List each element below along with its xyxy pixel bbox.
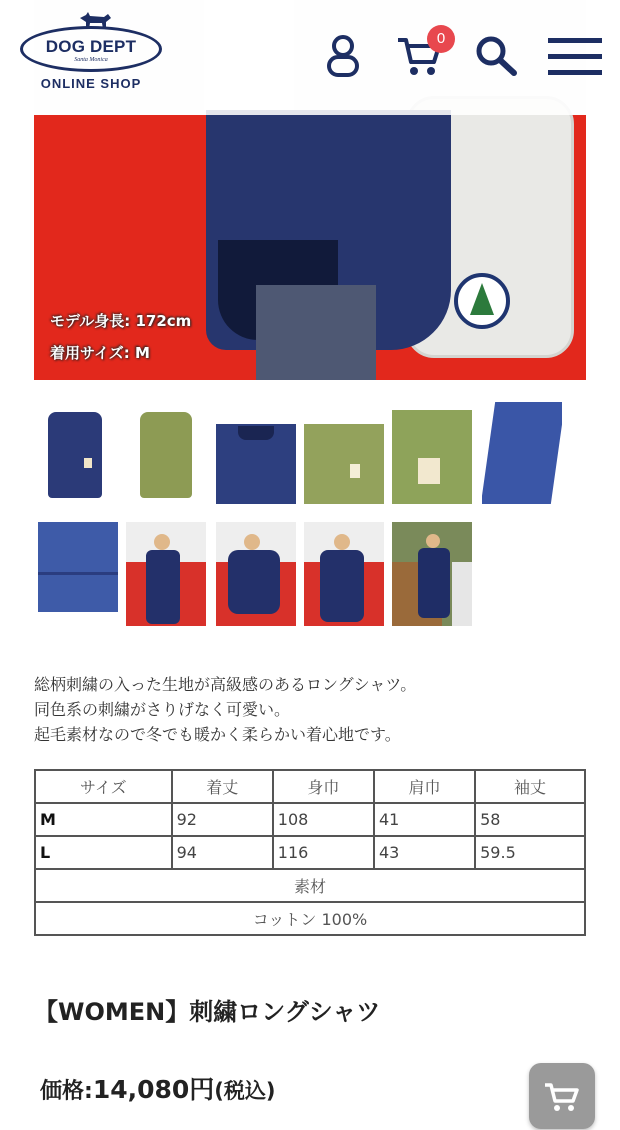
tree-emblem-icon (454, 273, 510, 329)
table-cell: 58 (475, 803, 585, 836)
brand-logo[interactable] (20, 12, 165, 94)
thumbnail[interactable] (304, 522, 384, 626)
table-cell: 41 (374, 803, 475, 836)
table-row (35, 836, 585, 869)
table-cell: 59.5 (475, 836, 585, 869)
logo-brand-name: DOG DEPT (45, 37, 137, 56)
menu-icon[interactable] (548, 36, 602, 78)
thumbnail[interactable] (38, 522, 118, 612)
table-row (35, 803, 585, 836)
thumbnail[interactable] (124, 398, 204, 502)
cart-count-badge: 0 (427, 25, 455, 53)
table-cell: 108 (273, 803, 374, 836)
thumbnail[interactable] (392, 410, 472, 504)
size-table-header-row (35, 770, 585, 803)
table-cell: 92 (172, 803, 273, 836)
thumbnail[interactable] (216, 522, 296, 626)
table-cell: 43 (374, 836, 475, 869)
column-header: 着丈 (172, 770, 273, 803)
product-price (40, 1070, 276, 1106)
thumbnail[interactable] (126, 522, 206, 626)
price-label: 価格: (40, 1079, 93, 1104)
user-icon[interactable] (326, 34, 360, 78)
description-line: 総柄刺繍の入った生地が高級感のあるロングシャツ。 (34, 675, 417, 694)
description-line: 起毛素材なので冬でも暖かく柔らかい着心地です。 (34, 725, 401, 744)
size-table (34, 769, 586, 936)
product-title: 【WOMEN】刺繍ロングシャツ (34, 998, 381, 1026)
logo-subtitle: Santa Monica (74, 57, 108, 63)
description-line: 同色系の刺繍がさりげなく可愛い。 (34, 700, 291, 719)
size-cell: M (35, 803, 172, 836)
table-cell: 116 (273, 836, 374, 869)
column-header: 身巾 (273, 770, 374, 803)
column-header: 袖丈 (475, 770, 585, 803)
thumbnail[interactable] (482, 402, 562, 504)
thumbnail[interactable] (34, 398, 114, 502)
material-label-row (35, 869, 585, 902)
floating-cart-button[interactable] (529, 1063, 595, 1129)
column-header: サイズ (35, 770, 172, 803)
site-header (0, 0, 620, 115)
price-tax-note: (税込) (214, 1079, 276, 1103)
product-description (34, 672, 594, 747)
model-height-caption: モデル身長: 172cm (50, 312, 192, 330)
price-value: 14,080円 (92, 1075, 215, 1104)
table-cell: 94 (172, 836, 273, 869)
material-label: 素材 (35, 869, 585, 902)
material-value: コットン 100% (35, 902, 585, 935)
material-value-row (35, 902, 585, 935)
worn-size-caption: 着用サイズ: M (50, 344, 150, 362)
column-header: 肩巾 (374, 770, 475, 803)
logo-shop-label: ONLINE SHOP (40, 76, 142, 91)
search-icon[interactable] (474, 34, 518, 76)
thumbnail[interactable] (304, 424, 384, 504)
thumbnail[interactable] (392, 522, 472, 626)
size-cell: L (35, 836, 172, 869)
cart-icon (544, 1081, 580, 1113)
thumbnail[interactable] (216, 424, 296, 504)
